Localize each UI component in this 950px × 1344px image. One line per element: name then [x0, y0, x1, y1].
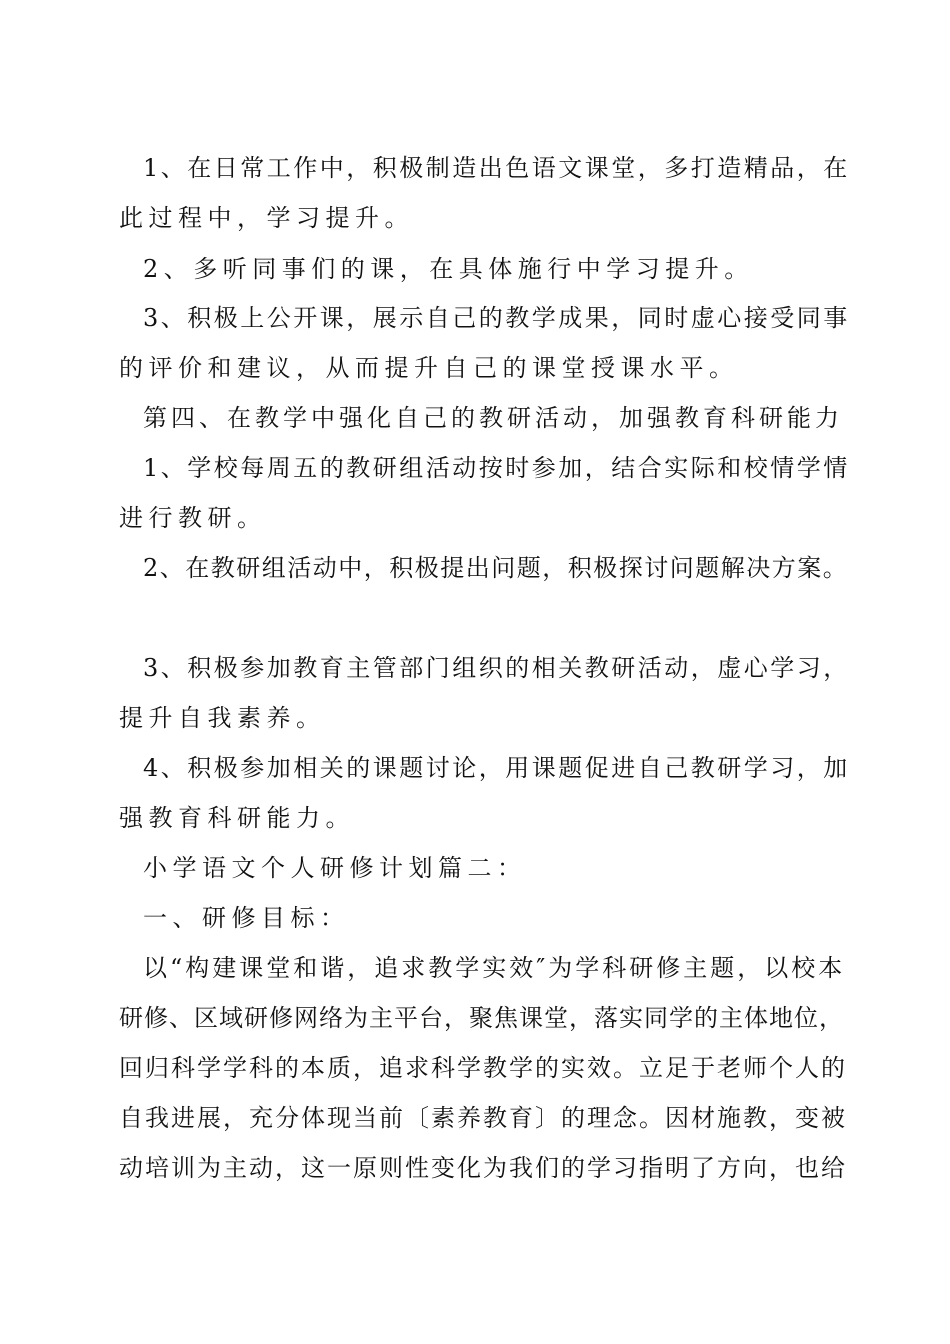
text-line: 2、多听同事们的课，在具体施行中学习提升。 [143, 255, 754, 283]
text-line: 提升自我素养。 [119, 704, 326, 732]
text-line: 1、在日常工作中，积极制造出色语文课堂，多打造精品，在 [143, 154, 850, 182]
text-line: 动培训为主动，这一原则性变化为我们的学习指明了方向，也给 [119, 1154, 847, 1182]
text-line: 研修、区域研修网络为主平台，聚焦课堂，落实同学的主体地位， [119, 1004, 844, 1032]
section-heading: 小学语文个人研修计划篇二： [143, 854, 527, 882]
text-line: 3、积极参加教育主管部门组织的相关教研活动，虚心学习， [143, 654, 850, 682]
text-line: 强教育科研能力。 [119, 804, 355, 832]
text-line: 此过程中，学习提升。 [119, 204, 414, 232]
text-line: 4、积极参加相关的课题讨论，用课题促进自己教研学习，加 [143, 754, 850, 782]
text-line: 以“构建课堂和谐，追求教学实效″为学科研修主题，以校本 [143, 954, 846, 982]
text-line: 回归科学学科的本质，追求科学教学的实效。立足于老师个人的 [119, 1054, 847, 1082]
text-line: 1、学校每周五的教研组活动按时参加，结合实际和校情学情 [143, 454, 850, 482]
text-line: 2、在教研组活动中，积极提出问题，积极探讨问题解决方案。 [143, 554, 849, 582]
text-line: 自我进展，充分体现当前〔素养教育〕的理念。因材施教，变被 [119, 1104, 847, 1132]
text-line: 3、积极上公开课，展示自己的教学成果，同时虚心接受同事 [143, 304, 850, 332]
section-heading: 第四、在教学中强化自己的教研活动，加强教育科研能力 [143, 404, 843, 432]
text-line: 的评价和建议，从而提升自己的课堂授课水平。 [119, 354, 739, 382]
section-heading: 一、研修目标： [143, 904, 350, 932]
text-line: 进行教研。 [119, 504, 267, 532]
